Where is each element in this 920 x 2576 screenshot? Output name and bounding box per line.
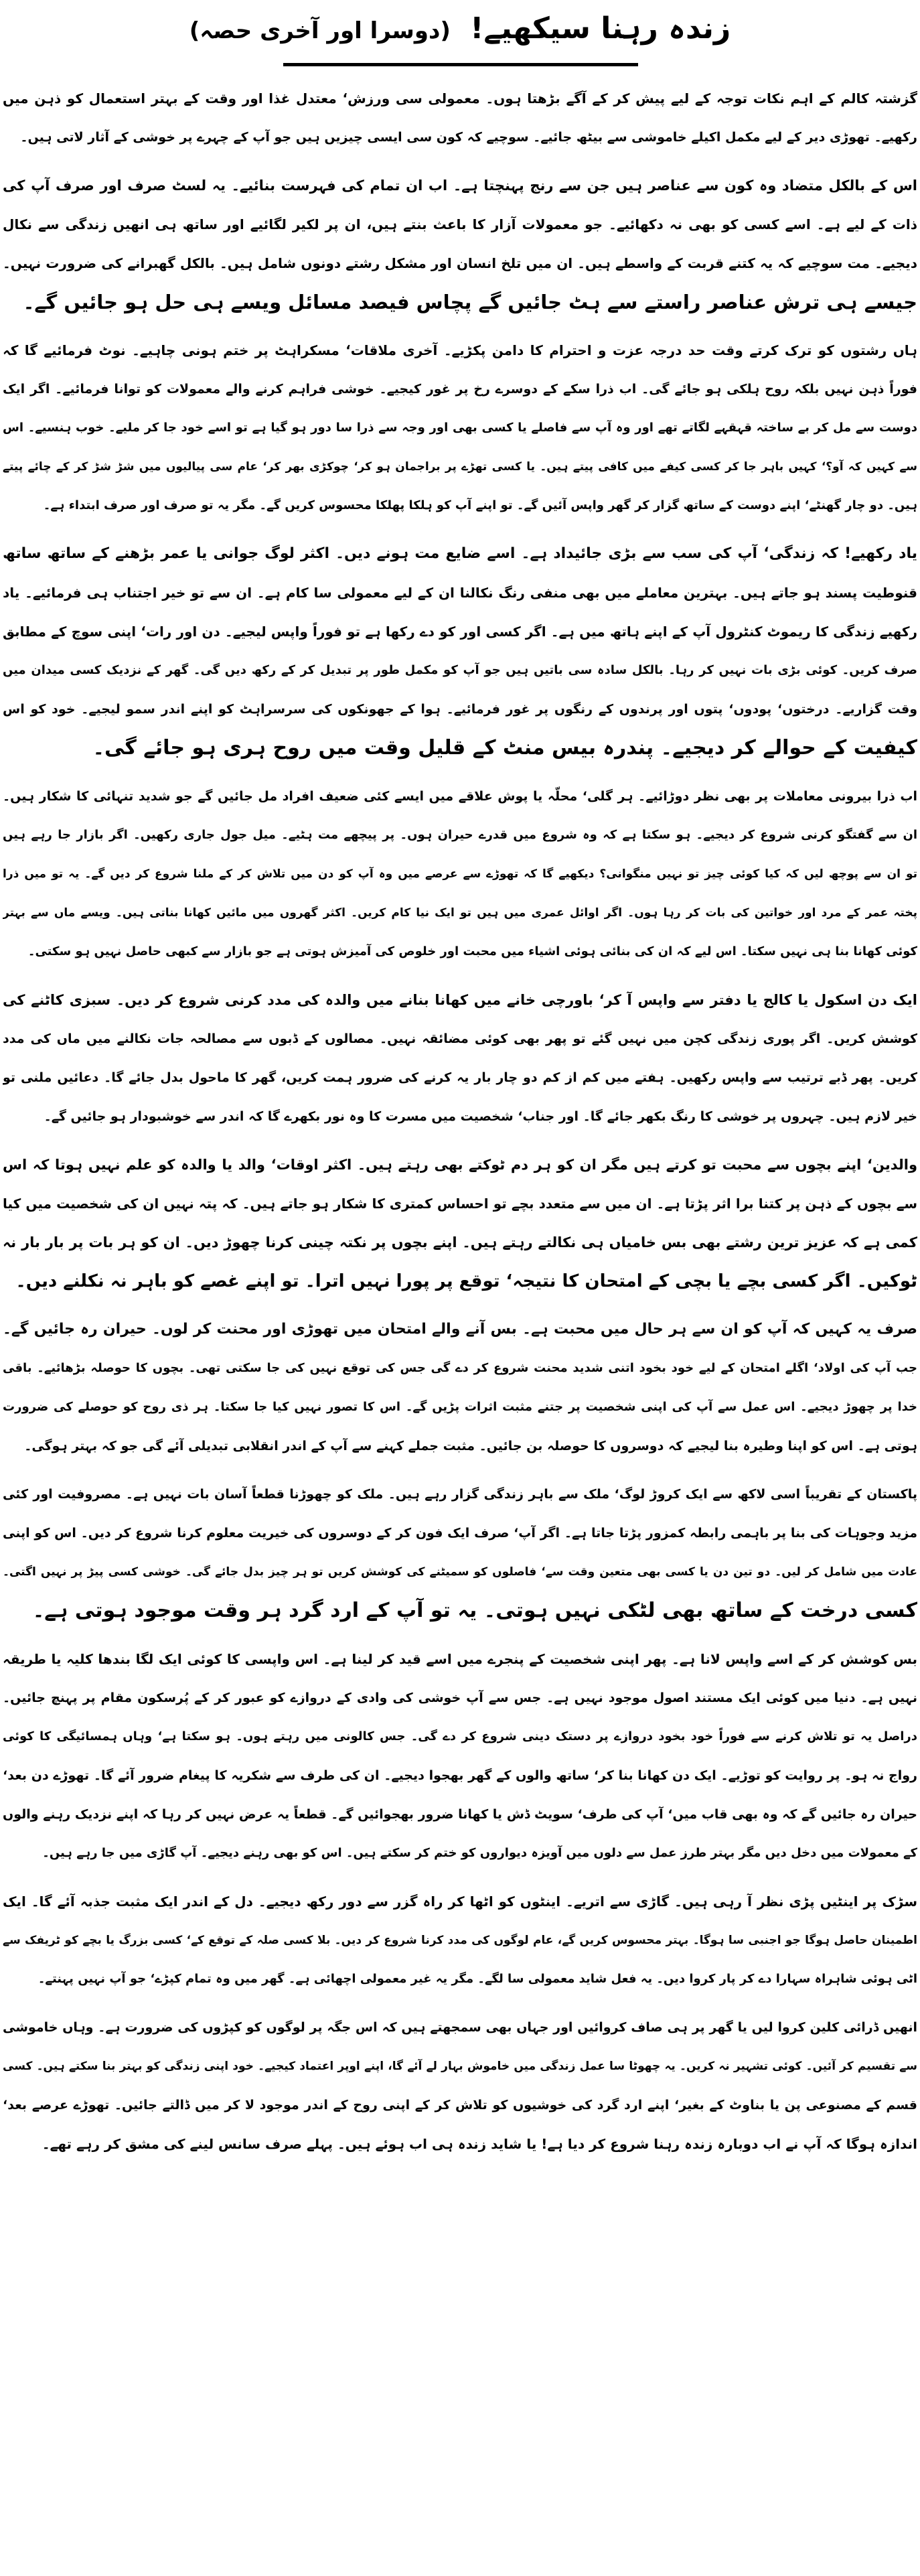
paragraph bbox=[3, 981, 917, 1136]
text-line: وقت گزاریے۔ درختوں‘ پودوں‘ پتوں اور پرندوں کے رنگوں پر غور فرمائیے۔ ہوا کے جھونکوں کی سرسراہٹ کو اپنے اندر سمو لیجیے۔ خود کو اس bbox=[3, 702, 917, 717]
paragraph bbox=[3, 1145, 917, 1301]
text-line: یاد رکھیے! کہ زندگی‘ آپ کی سب سے بڑی جائیداد ہے۔ اسے ضایع مت ہونے دیں۔ اکثر لوگ جوانی یا عمر بڑھنے کے ساتھ ساتھ bbox=[3, 545, 917, 562]
article-header bbox=[0, 5, 920, 54]
text-line: دراصل یہ تو تلاش کرنے سے فوراً خود بخود دروازے پر دستک دینی شروع کر دے گی۔ جس کالونی میں رہتے ہوں۔ ہو سکتا ہے‘ وہاں ہمسائیگی کا کوئی bbox=[3, 1729, 917, 1743]
text-line: کوشش کریں۔ اگر پوری زندگی کچن میں نہیں گئے تو پھر بھی کوئی مضائقہ نہیں۔ مصالوں کے ڈبوں سے مصالحہ جات نکالنے میں ماں کی مدد bbox=[3, 1031, 917, 1046]
text-line: رکھیے زندگی کا ریموٹ کنٹرول آپ کے اپنے ہاتھ میں ہے۔ اگر کسی اور کو دے رکھا ہے تو فوراً واپس لیجیے۔ دن اور رات‘ اپنی سوچ کے مطابق bbox=[3, 624, 917, 640]
text-line: سے بچوں کے ذہن پر کتنا برا اثر پڑتا ہے۔ ان میں سے متعدد بچے تو احساس کمتری کا شکار ہو جاتے ہیں۔ کہ پتہ نہیں ان کی شخصیت میں کیا bbox=[3, 1196, 917, 1212]
text-line: دیجیے۔ مت سوچیے کہ یہ کتنے قربت کے واسطے ہیں۔ ان میں تلخ انسان اور مشکل رشتے دونوں شامل ہیں۔ بالکل گھبرانے کی ضرورت نہیں۔ bbox=[3, 255, 917, 271]
article-title bbox=[189, 5, 731, 54]
text-line: اٹی ہوئی شاہراہ سہارا دے کر پار کروا دیں۔ یہ فعل شاید معمولی سا لگے۔ مگر یہ غیر معمولی اچھائی ہے۔ گھر میں وہ تمام کپڑے‘ جو آپ نہیں پہنتے۔ bbox=[37, 1972, 917, 1986]
text-line: اطمینان حاصل ہوگا جو اجنبی سا ہوگا۔ بہتر محسوس کریں گے، عام لوگوں کی مدد کرنا شروع کر دیں۔ بلا کسی صلہ کے توقع کے‘ کسی بزرگ یا بچے کو ٹریفک سے bbox=[3, 1934, 917, 1947]
text-line: جب آپ کی اولاد‘ اگلے امتحان کے لیے خود بخود اتنی شدید محنت شروع کر دے گی جس کی توقع نہیں کی جا سکتی تھی۔ بچوں کا حوصلہ بڑھائیے۔ باقی bbox=[3, 1361, 917, 1375]
title-underline bbox=[283, 63, 638, 66]
text-line: اب ذرا بیرونی معاملات پر بھی نظر دوڑائیے۔ ہر گلی‘ محلّہ یا پوش علاقے میں ایسے کئی ضعیف افراد مل جائیں گے جو شدید تنہائی کا شکار ہیں۔ bbox=[3, 789, 917, 804]
text-line: کے معمولات میں دخل دیں مگر بہتر طرز عمل سے دلوں میں آویزہ دیواروں کو ختم کر سکتے ہیں۔ اس کو بھی رہنے دیجیے۔ آپ گاڑی میں جا رہے ہیں۔ bbox=[42, 1846, 917, 1860]
paragraph bbox=[3, 1475, 917, 1630]
paragraph bbox=[3, 777, 917, 971]
text-line: والدین‘ اپنے بچوں سے محبت تو کرتے ہیں مگر ان کو ہر دم ٹوکتے بھی رہتے ہیں۔ اکثر اوقات‘ والد یا والدہ کو علم نہیں ہوتا کہ اس bbox=[3, 1157, 917, 1173]
text-line: قنوطیت پسند ہو جاتے ہیں۔ بہترین معاملے میں بھی منفی رنگ نکالنا ان کے لیے معمولی سا کام ہے۔ ان سے تو خیر اجتناب ہی فرمائیے۔ یاد bbox=[3, 585, 917, 601]
paragraph bbox=[3, 166, 917, 321]
text-line: عادت میں شامل کر لیں۔ دو تین دن یا کسی بھی متعین وقت سے‘ فاصلوں کو سمیٹنے کی کوشش کریں تو ہر چیز بدل جائے گی۔ خوشی کسی پیڑ پر نہیں اگتی۔ bbox=[3, 1565, 917, 1579]
text-line: جیسے ہی ترش عناصر راستے سے ہٹ جائیں گے پچاس فیصد مسائل ویسے ہی حل ہو جائیں گے۔ bbox=[23, 291, 917, 313]
paragraph bbox=[3, 2008, 917, 2163]
paragraph bbox=[3, 1310, 917, 1465]
article-subtitle: (دوسرا اور آخری حصہ) bbox=[189, 17, 451, 44]
paragraph bbox=[3, 331, 917, 525]
paragraph bbox=[3, 1640, 917, 1873]
text-line: ہاں رشتوں کو ترک کرتے وقت حد درجہ عزت و احترام کا دامن پکڑیے۔ آخری ملاقات‘ مسکراہٹ پر ختم ہونی چاہیے۔ نوٹ فرمائیے گا کہ bbox=[3, 342, 917, 358]
text-line: گزشتہ کالم کے اہم نکات توجہ کے لیے پیش کر کے آگے بڑھتا ہوں۔ معمولی سی ورزش‘ معتدل غذا اور وقت کے بہتر استعمال کو ذہن میں bbox=[3, 90, 917, 106]
text-line: رواج نہ ہو۔ پر روایت کو توڑیے۔ ایک دن کھانا بنا کر‘ ساتھ والوں کے گھر بھجوا دیجیے۔ ان کی طرف سے شکریہ کا پیغام ضرور آئے گا۔ تھوڑے دن بعد‘ bbox=[3, 1768, 917, 1783]
paragraph bbox=[3, 79, 917, 157]
text-line: ہوتی ہے۔ اس کو اپنا وطیرہ بنا لیجیے کہ دوسروں کا حوصلہ بن جائیں۔ مثبت جملے کہنے سے آپ کے اندر انقلابی تبدیلی آئے گی جو کہ بہتر ہوگی۔ bbox=[24, 1439, 917, 1453]
text-line: ہیں۔ دو چار گھنٹے‘ اپنے دوست کے ساتھ گزار کر گھر واپس آئیں گے۔ تو اپنے آپ کو ہلکا پھلکا محسوس کریں گے۔ مگر یہ تو صرف اور صرف ابتداء ہے۔ bbox=[43, 498, 917, 512]
text-line: صرف کریں۔ کوئی بڑی بات نہیں کر رہا۔ بالکل سادہ سی باتیں ہیں جو آپ کو مکمل طور پر تبدیل کر کے رکھ دیں گی۔ گھر کے نزدیک کسی میدان میں bbox=[3, 663, 917, 677]
text-line: صرف یہ کہیں کہ آپ کو ان سے ہر حال میں محبت ہے۔ بس آنے والے امتحان میں تھوڑی اور محنت کر لوں۔ حیران رہ جائیں گے۔ bbox=[3, 1321, 917, 1338]
text-line: قسم کے مصنوعی پن یا بناوٹ کے بغیر‘ اپنے ارد گرد کی خوشیوں کو تلاش کر کے اپنی روح کے اندر موجود لا کر میں ڈالتے جائیں۔ تھوڑے عرصے بعد‘ bbox=[3, 2098, 917, 2113]
text-line: اس کے بالکل متضاد وہ کون سے عناصر ہیں جن سے رنج پہنچتا ہے۔ اب ان تمام کی فہرست بنائیے۔ یہ لسٹ صرف اور صرف آپ کی bbox=[3, 177, 917, 194]
text-line: کریں۔ پھر ڈبے ترتیب سے واپس رکھیں۔ ہفتے میں کم از کم دو چار بار یہ کرنے کی ضرور ہمت کریں، گھر کا ماحول بدل جائے گا۔ دعائیں ملنی تو bbox=[3, 1070, 917, 1085]
text-line: دوست سے مل کر بے ساختہ قہقہے لگاتے تھے اور وہ آپ سے فاصلے یا کسی بھی اور وجہ سے ذرا سا دور ہو گیا ہے تو اسے خود جا کر ملیے۔ خوب ہنسیے۔ اس bbox=[3, 421, 917, 435]
text-line: انھیں ڈرائی کلین کروا لیں یا گھر پر ہی صاف کروائیں اور جہاں بھی سمجھتے ہیں کہ اس جگہ پر لوگوں کو کپڑوں کی ضرورت ہے۔ وہاں خاموشی bbox=[3, 2020, 917, 2035]
text-line: خدا پر چھوڑ دیجیے۔ اس عمل سے آپ کی اپنی شخصیت پر جتنے مثبت اثرات پڑیں گے۔ اس کا تصور نہیں کیا جا سکتا۔ ہر ذی روح کو حوصلے کی ضرورت bbox=[3, 1400, 917, 1414]
text-line: بس کوشش کر کے اسے واپس لانا ہے۔ پھر اپنی شخصیت کے پنجرے میں اسے قید کر لینا ہے۔ اس واپسی کا کوئی ایک لگا بندھا کلیہ یا طریقہ bbox=[3, 1651, 917, 1667]
text-line: ٹوکیں۔ اگر کسی بچے یا بچی کے امتحان کا نتیجہ‘ توقع پر پورا نہیں اترا۔ تو اپنے غصے کو باہر نہ نکلنے دیں۔ bbox=[15, 1271, 917, 1291]
text-line: رکھیے۔ تھوڑی دیر کے لیے مکمل اکیلے خاموشی سے بیٹھ جائیے۔ سوچیے کہ کون سی ایسی چیزیں ہیں جو آپ کے چہرے پر خوشی کے آثار لاتی ہیں۔ bbox=[20, 130, 917, 145]
text-line: سے کہیں کہ آو؟‘ کہیں باہر جا کر کسی کیفے میں کافی پیتے ہیں۔ یا کسی تھڑے پر براجمان ہو کر‘ چوکڑی بھر کر‘ عام سی پیالیوں میں شڑ شڑ کر کے چائے پیتے bbox=[3, 460, 917, 474]
text-line: پختہ عمر کے مرد اور خواتین کی بات کر رہا ہوں۔ اگر اوائل عمری میں ہیں تو ایک نیا کام کریں۔ اکثر گھروں میں مائیں کھانا بناتی ہیں۔ ویسے ماں سے بہتر bbox=[3, 906, 917, 920]
text-line: سڑک پر اینٹیں پڑی نظر آ رہی ہیں۔ گاڑی سے اتریے۔ اینٹوں کو اٹھا کر راہ گزر سے دور رکھ دیجیے۔ دل کے اندر ایک مثبت جذبہ آئے گا۔ ایک bbox=[3, 1893, 917, 1910]
text-line: کوئی کھانا بنا ہی نہیں سکتا۔ اس لیے کہ ان کی بنائی ہوئی اشیاء میں محبت اور خلوص کی آمیزش ہوتی ہے جو بازار سے کبھی حاصل نہیں ہو سکتی۔ bbox=[27, 944, 917, 958]
text-line: سے تقسیم کر آئیں۔ کوئی تشہیر نہ کریں۔ یہ چھوٹا سا عمل زندگی میں خاموش بہار لے آئے گا، اپنے اوپر اعتماد کیجیے۔ خود اپنی زندگی کو بہتر بنا سکتے ہیں۔ کسی bbox=[3, 2060, 917, 2073]
text-line: کیفیت کے حوالے کر دیجیے۔ پندرہ بیس منٹ کے قلیل وقت میں روح ہری ہو جائے گی۔ bbox=[92, 736, 917, 760]
text-line: ان سے گفتگو کرنی شروع کر دیجیے۔ ہو سکتا ہے کہ وہ شروع میں قدرے حیران ہوں۔ پر پیچھے مت ہٹیے۔ میل جول جاری رکھیں۔ اگر بازار جا رہے ہیں bbox=[3, 828, 917, 842]
text-line: تو ان سے پوچھ لیں کہ کیا کوئی چیز تو نہیں منگوانی؟ دیکھیے گا کہ تھوڑے سے عرصے میں وہ آپ کو دن میں تلاش کر کے ملنا شروع کر دیں گے۔ یہ تو میں ذرا bbox=[3, 867, 917, 881]
text-line: فوراً ذہن نہیں بلکہ روح ہلکی ہو جائے گی۔ اب ذرا سکے کے دوسرے رخ پر غور کیجیے۔ خوشی فراہم کرنے والے معمولات کو توانا فرمائیے۔ اگر ایک bbox=[3, 382, 917, 397]
text-line: نہیں ہے۔ دنیا میں کوئی ایک مستند اصول موجود نہیں ہے۔ جس سے آپ خوشی کی وادی کے دروازے کو عبور کر کے پُرسکون مقام پر پہنچ جائیں۔ bbox=[3, 1691, 917, 1705]
article-title-main: زندہ رہنا سیکھیے! bbox=[470, 11, 731, 46]
text-line: کمی ہے کہ عزیز ترین رشتے بھی بس خامیاں ہی نکالتے رہتے ہیں۔ اپنے بچوں پر نکتہ چینی کرنا چھوڑ دیں۔ ان کو ہر بات پر بار بار نہ bbox=[3, 1234, 917, 1250]
paragraph bbox=[3, 534, 917, 768]
text-line: کسی درخت کے ساتھ بھی لٹکی نہیں ہوتی۔ یہ تو آپ کے ارد گرد ہر وقت موجود ہوتی ہے۔ bbox=[32, 1599, 917, 1622]
article-body bbox=[3, 79, 917, 2173]
text-line: اندازہ ہوگا کہ آپ نے اب دوبارہ زندہ رہنا شروع کر دیا ہے! یا شاید زندہ ہی اب ہوئے ہیں۔ پہلے صرف سانس لینے کی مشق کر رہے تھے۔ bbox=[42, 2136, 917, 2152]
text-line: مزید وجوہات کی بنا پر باہمی رابطہ کمزور پڑتا جاتا ہے۔ اگر آپ‘ صرف ایک فون کر کے دوسروں کی خیریت معلوم کرنا شروع کر دیں۔ اس کو اپنی bbox=[3, 1526, 917, 1541]
text-line: ذات کے لیے ہے۔ اسے کسی کو بھی نہ دکھائیے۔ جو معمولات آزار کا باعث بنتے ہیں، ان پر لکیر لگائیے اور ساتھ ہی انھیں زندگی سے نکال bbox=[3, 216, 917, 232]
text-line: خیر لازم ہیں۔ چہروں پر خوشی کا رنگ بکھر جائے گا۔ اور جناب‘ شخصیت میں مسرت کا وہ نور بکھرے گا کہ اندر سے خوشبودار ہو جائیں گے۔ bbox=[44, 1109, 917, 1124]
text-line: حیران رہ جائیں گے کہ وہ بھی قاب میں‘ آپ کی طرف‘ سویٹ ڈش یا کھانا ضرور بھجوائیں گے۔ قطعاً یہ عرض نہیں کر رہا کہ اپنے نزدیک رہنے والوں bbox=[3, 1807, 917, 1822]
text-line: پاکستان کے تقریباً اسی لاکھ سے ایک کروڑ لوگ‘ ملک سے باہر زندگی گزار رہے ہیں۔ ملک کو چھوڑنا قطعاً آسان بات نہیں ہے۔ مصروفیت اور کئی bbox=[3, 1487, 917, 1502]
text-line: ایک دن اسکول یا کالج یا دفتر سے واپس آ کر‘ باورچی خانے میں کھانا بنانے میں والدہ کی مدد کرنی شروع کر دیں۔ سبزی کاٹنے کی bbox=[3, 992, 917, 1008]
paragraph bbox=[3, 1882, 917, 1999]
